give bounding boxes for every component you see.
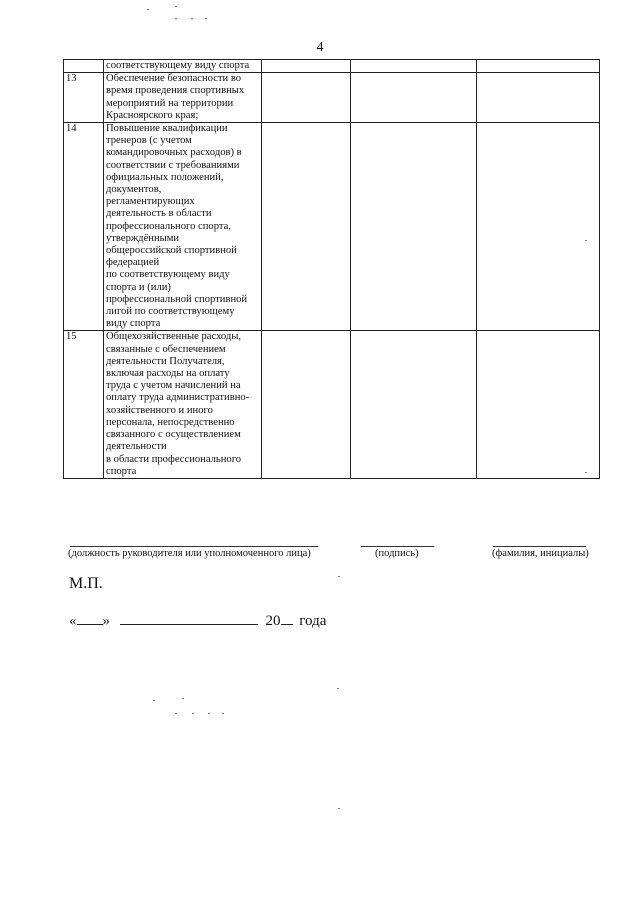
empty-value-cell	[351, 73, 477, 123]
scan-speck	[205, 18, 207, 19]
name-label: (фамилия, инициалы)	[492, 548, 589, 559]
row-number-cell	[64, 60, 104, 73]
description-line: в области профессионального	[106, 453, 242, 465]
description-line: оплату труда административно-	[106, 392, 250, 404]
description-line: труда с учетом начислений на	[106, 380, 241, 392]
expense-description-cell	[104, 331, 262, 478]
name-signature-line	[493, 546, 586, 547]
scan-speck	[208, 713, 210, 714]
description-line: Общехозяйственные расходы,	[106, 331, 242, 343]
description-line: включая расходы на оплату	[106, 368, 230, 380]
description-line: деятельности Получателя,	[106, 355, 225, 367]
stamp-label: М.П.	[69, 575, 103, 592]
description-line: тренеров (с учетом	[106, 135, 192, 147]
empty-value-cell	[262, 60, 351, 73]
scan-speck	[337, 688, 339, 689]
description-line: виду спорта	[106, 318, 161, 330]
expense-description-cell	[104, 123, 262, 331]
year-blank	[281, 610, 293, 625]
position-label: (должность руководителя или уполномоченного лица)	[68, 548, 311, 559]
scan-speck	[585, 240, 587, 241]
description-line: Красноярского края;	[106, 109, 199, 121]
year-suffix: года	[299, 613, 327, 629]
year-prefix: 20	[265, 613, 281, 629]
scan-speck	[182, 698, 184, 699]
expense-description-cell	[104, 60, 262, 73]
description-line: время проведения спортивных	[106, 85, 245, 97]
scan-speck	[191, 18, 193, 19]
scan-speck	[175, 18, 177, 19]
row-number-cell: 13	[64, 73, 104, 123]
empty-value-cell	[262, 123, 351, 331]
empty-value-cell	[477, 123, 600, 331]
description-line: общероссийской спортивной	[106, 245, 237, 257]
description-line: соответствии с требованиями	[106, 159, 240, 171]
description-line: Обеспечение безопасности во	[106, 73, 242, 85]
empty-value-cell	[351, 331, 477, 478]
expense-description-cell	[104, 73, 262, 123]
description-line: командировочных расходов) в	[106, 147, 242, 159]
description-line: профессионального спорта,	[106, 220, 231, 232]
empty-value-cell	[351, 123, 477, 331]
signature-label: (подпись)	[375, 548, 419, 559]
description-line: хозяйственного и иного	[106, 404, 213, 416]
scan-speck	[153, 700, 155, 701]
scan-speck	[175, 713, 177, 714]
position-signature-line	[70, 546, 318, 547]
table-row	[64, 123, 600, 331]
day-blank	[77, 610, 103, 625]
description-line: деятельность в области	[106, 208, 212, 220]
empty-value-cell	[477, 60, 600, 73]
scan-speck	[585, 472, 587, 473]
scan-speck	[147, 9, 149, 10]
table-body	[64, 60, 600, 479]
description-line: профессиональной спортивной	[106, 293, 248, 305]
description-line: документов,	[106, 184, 162, 196]
description-line: спорта	[106, 465, 137, 477]
description-line: утверждёнными	[106, 232, 180, 244]
row-number-cell: 14	[64, 123, 104, 331]
empty-value-cell	[262, 73, 351, 123]
scan-speck	[192, 713, 194, 714]
expenses-table	[63, 59, 600, 479]
description-line: мероприятий на территории	[106, 97, 234, 109]
description-line: Повышение квалификации	[106, 123, 228, 135]
empty-value-cell	[262, 331, 351, 478]
description-line: связанные с обеспечением	[106, 343, 226, 355]
description-line: персонала, непосредственно	[106, 416, 235, 428]
scan-speck	[338, 576, 340, 577]
table-row	[64, 60, 600, 73]
date-open-quote: «	[69, 613, 77, 629]
date-close-quote: »	[102, 613, 110, 629]
description-line: официальных положений,	[106, 171, 224, 183]
empty-value-cell	[351, 60, 477, 73]
page-number: 4	[316, 40, 324, 55]
table-row	[64, 73, 600, 123]
description-line: деятельности	[106, 441, 167, 453]
signature-line	[361, 546, 434, 547]
scan-speck	[222, 713, 224, 714]
description-line: регламентирующих	[106, 196, 195, 208]
description-line: соответствующему виду спорта	[106, 60, 250, 71]
description-line: лигой по соответствующему	[106, 306, 235, 318]
month-blank	[120, 610, 258, 625]
description-line: спорта и (или)	[106, 281, 171, 293]
date-line	[69, 610, 326, 630]
description-line: связанного с осуществлением	[106, 429, 241, 441]
scan-speck	[338, 808, 340, 809]
empty-value-cell	[477, 73, 600, 123]
empty-value-cell	[477, 331, 600, 478]
row-number-cell: 15	[64, 331, 104, 478]
table-row	[64, 331, 600, 478]
scan-speck	[175, 6, 177, 7]
description-line: по соответствующему виду	[106, 269, 230, 281]
description-line: федерацией	[106, 257, 160, 269]
